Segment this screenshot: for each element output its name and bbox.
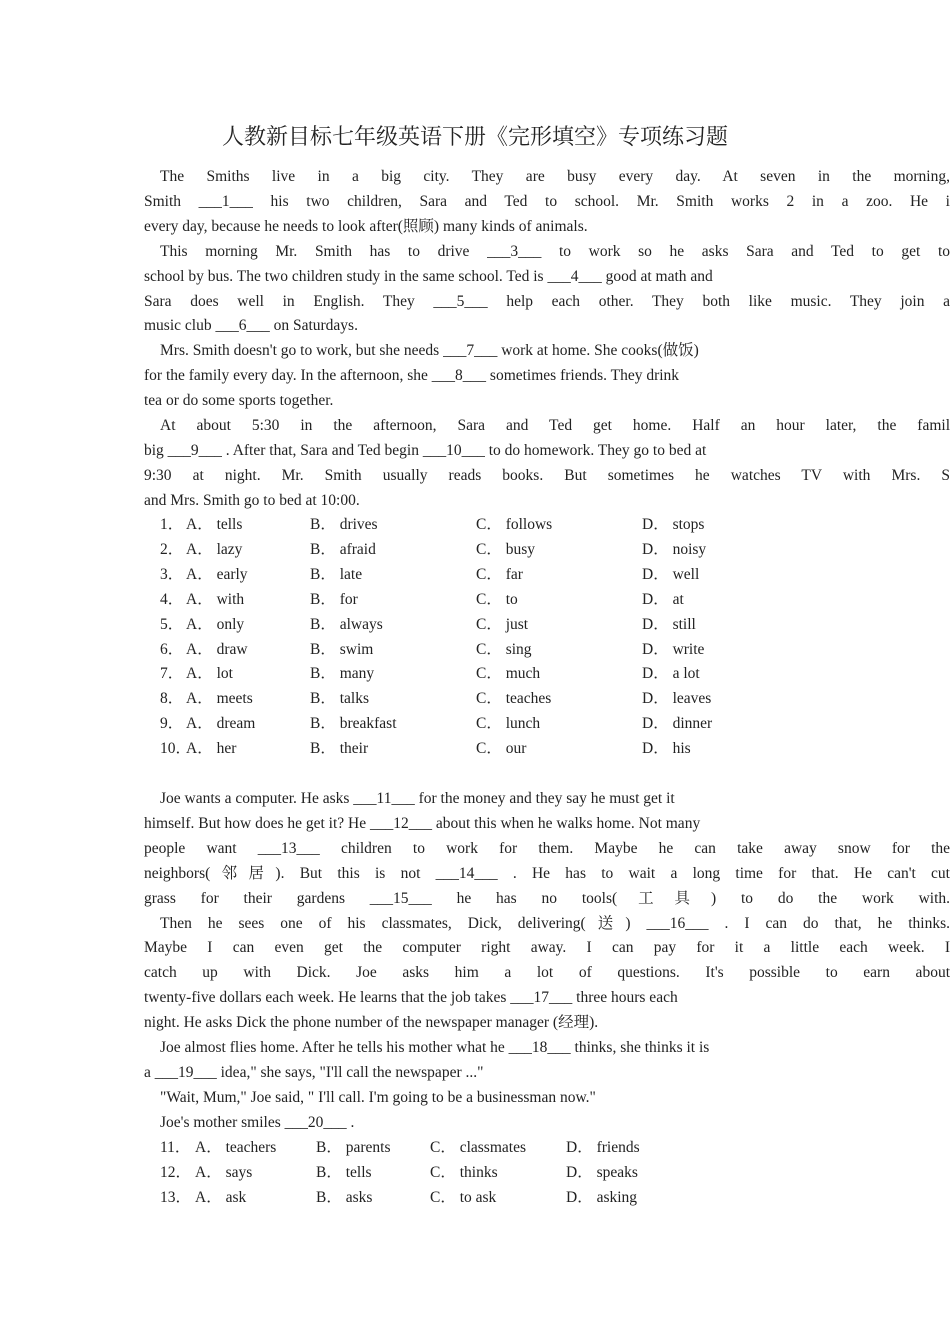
option-c: C． to ask — [430, 1188, 497, 1206]
passage-line: neighbors(邻居). But this is not ___14___ . He has to wait a long time for that. He can't cut — [144, 864, 950, 882]
question-number: 11． — [160, 1139, 191, 1156]
passage-line: The Smiths live in a big city. They are busy every day. At seven in the morning, — [160, 168, 950, 185]
passage-line: Sara does well in English. They ___5___ help each other. They both like music. They join a — [144, 292, 950, 310]
passage-line: "Wait, Mum," Joe said, " I'll call. I'm going to be a businessman now." — [160, 1088, 596, 1106]
passage-line: This morning Mr. Smith has to drive ___3___ to work so he asks Sara and Ted to get to — [160, 242, 950, 260]
option-d: D． leaves — [642, 690, 712, 708]
option-d: D． a lot — [642, 665, 700, 683]
passage-line: Joe wants a computer. He asks ___11___ for the money and they say he must get it — [160, 790, 675, 807]
passage-line: Maybe I can even get the computer right away. I can pay for it a little each week. I — [144, 939, 950, 957]
option-b: B． for — [310, 590, 358, 608]
passage-line: every day, because he needs to look after(照顾) many kinds of animals. — [144, 217, 588, 235]
option-d: D． write — [642, 640, 705, 658]
option-a: A． lazy — [186, 540, 243, 558]
option-d: D． asking — [566, 1188, 638, 1206]
option-b: B． always — [310, 615, 383, 633]
question-number: 4． — [160, 590, 184, 608]
passage-line: Joe's mother smiles ___20___ . — [160, 1113, 355, 1131]
option-b: B． their — [310, 740, 369, 758]
option-a: A． draw — [186, 640, 248, 658]
option-a: A． with — [186, 590, 245, 608]
option-c: C． lunch — [476, 715, 541, 733]
option-c: C． sing — [476, 640, 532, 658]
passage-line: big ___9___ . After that, Sara and Ted begin ___10___ to do homework. They go to bed at — [144, 441, 707, 459]
passage-line: for the family every day. In the afternoon, she ___8___ sometimes friends. They drink — [144, 367, 680, 385]
option-c: C． teaches — [476, 690, 552, 708]
passage-line: twenty-five dollars each week. He learns that the job takes ___17___ three hours each — [144, 989, 678, 1007]
page-title: 人教新目标七年级英语下册《完形填空》专项练习题 — [221, 125, 728, 150]
option-d: D． friends — [566, 1139, 640, 1156]
option-a: A． says — [195, 1163, 253, 1181]
option-b: B． afraid — [310, 540, 376, 558]
option-c: C． thinks — [430, 1163, 498, 1181]
passage-line: At about 5:30 in the afternoon, Sara and Ted get home. Half an hour later, the famil — [160, 417, 950, 434]
option-c: C． much — [476, 665, 541, 683]
option-c: C． just — [476, 615, 529, 633]
passage-line: grass for their gardens ___15___ he has no tools(工具) to do the work with. — [144, 889, 950, 907]
option-d: D． at — [642, 590, 684, 608]
option-b: B． drives — [310, 516, 378, 533]
option-a: A． her — [186, 740, 237, 758]
option-d: D． noisy — [642, 540, 707, 558]
question-number: 6． — [160, 640, 184, 658]
option-a: A． ask — [195, 1188, 247, 1206]
question-number: 13． — [160, 1188, 192, 1206]
question-number: 12． — [160, 1163, 192, 1181]
option-d: D． well — [642, 565, 700, 583]
option-c: C． our — [476, 740, 527, 758]
option-c: C． follows — [476, 516, 553, 533]
option-d: D． still — [642, 615, 696, 633]
passage-line: Mrs. Smith doesn't go to work, but she needs ___7___ work at home. She cooks(做饭) — [160, 342, 699, 360]
option-a: A． only — [186, 615, 245, 633]
passage-line: and Mrs. Smith go to bed at 10:00. — [144, 491, 360, 509]
option-b: B． asks — [316, 1188, 373, 1206]
question-number: 1． — [160, 516, 184, 533]
option-a: A． meets — [186, 690, 253, 708]
passage-line: catch up with Dick. Joe asks him a lot of questions. It's possible to earn about — [144, 964, 950, 982]
passage-line: music club ___6___ on Saturdays. — [144, 317, 358, 335]
passage-line: night. He asks Dick the phone number of the newspaper manager (经理). — [144, 1014, 599, 1032]
option-c: C． classmates — [430, 1139, 526, 1156]
passage-line: Then he sees one of his classmates, Dick, delivering(送) ___16___ . I can do that, he thinks. — [160, 914, 950, 932]
passage-line: school by bus. The two children study in the same school. Ted is ___4___ good at math and — [144, 267, 713, 285]
option-a: A． dream — [186, 715, 256, 733]
option-b: B． tells — [316, 1163, 372, 1181]
option-b: B． swim — [310, 640, 374, 658]
question-number: 9． — [160, 715, 184, 733]
question-number: 2． — [160, 540, 184, 558]
passage-line: himself. But how does he get it? He ___12___ about this when he walks home. Not many — [144, 814, 701, 832]
question-number: 3． — [160, 565, 184, 583]
option-a: A． tells — [186, 516, 243, 533]
question-number: 7． — [160, 665, 184, 683]
option-d: D． his — [642, 740, 691, 758]
option-a: A． lot — [186, 665, 233, 683]
option-c: C． busy — [476, 540, 535, 558]
option-d: D． speaks — [566, 1163, 638, 1181]
option-b: B． late — [310, 565, 363, 583]
option-b: B． breakfast — [310, 715, 397, 733]
passage-line: Smith ___1___ his two children, Sara and Ted to school. Mr. Smith works 2 in a zoo. He i — [144, 192, 950, 210]
option-a: A． early — [186, 565, 248, 583]
option-c: C． to — [476, 590, 518, 608]
option-b: B． talks — [310, 690, 369, 708]
passage-line: a ___19___ idea," she says, "I'll call the newspaper ..." — [144, 1063, 484, 1081]
passage-line: Joe almost flies home. After he tells his mother what he ___18___ thinks, she thinks it is — [160, 1039, 710, 1056]
option-b: B． many — [310, 665, 375, 683]
option-d: D． dinner — [642, 715, 713, 733]
passage-line: people want ___13___ children to work for them. Maybe he can take away snow for the — [144, 839, 950, 857]
option-c: C． far — [476, 565, 523, 583]
passage-line: tea or do some sports together. — [144, 392, 334, 410]
passage-line: 9:30 at night. Mr. Smith usually reads books. But sometimes he watches TV with Mrs. S — [144, 466, 950, 484]
question-number: 8． — [160, 690, 184, 708]
option-a: A． teachers — [195, 1139, 277, 1156]
question-number: 5． — [160, 615, 184, 633]
option-b: B． parents — [316, 1139, 391, 1156]
option-d: D． stops — [642, 516, 705, 533]
question-number: 10． — [160, 740, 192, 758]
